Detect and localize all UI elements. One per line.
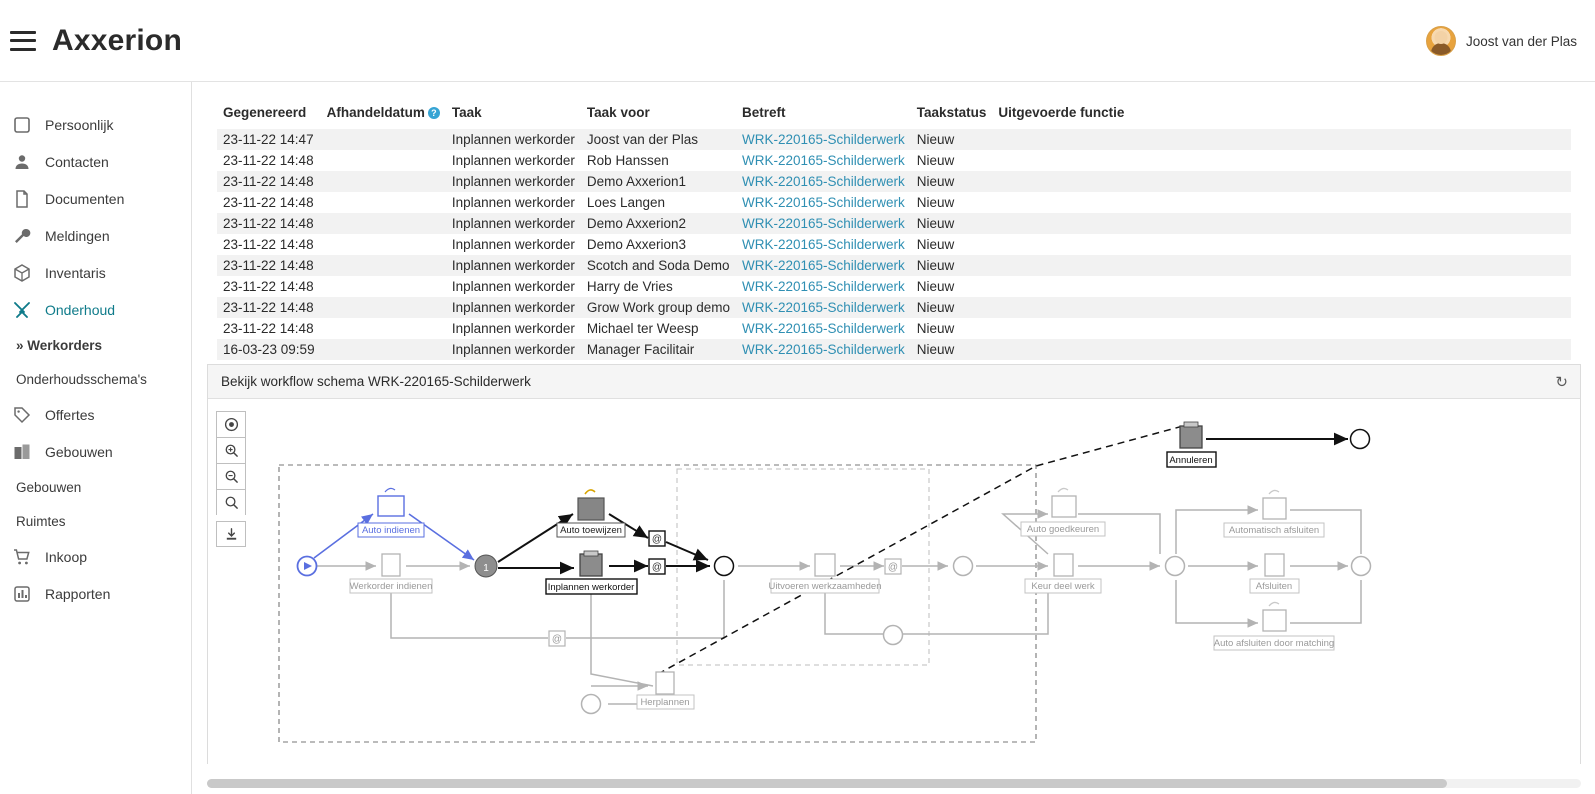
tools-icon xyxy=(12,300,32,320)
sidebar-item-contacten[interactable] xyxy=(0,143,191,180)
horizontal-scrollbar[interactable] xyxy=(207,779,1581,788)
table-row[interactable] xyxy=(217,129,1571,150)
task-table-wrapper xyxy=(193,82,1595,381)
cell-taak-voor: Manager Facilitair xyxy=(586,342,695,357)
cell-taak: Inplannen werkorder xyxy=(451,132,575,147)
cell-taakstatus: Nieuw xyxy=(916,153,955,168)
sidebar-item-inventaris[interactable] xyxy=(0,254,191,291)
cell-taak: Inplannen werkorder xyxy=(451,195,575,210)
sidebar-subitem-werkorders[interactable]: » Werkorders xyxy=(16,337,103,353)
node-auto-toewijzen xyxy=(557,490,625,537)
task-table-body xyxy=(217,129,1571,381)
sidebar-item-label: Gebouwen xyxy=(45,443,113,460)
sidebar-item-onderhoud[interactable] xyxy=(0,291,191,328)
cell-taak-voor: Scotch and Soda Demo xyxy=(586,258,730,273)
svg-text:@: @ xyxy=(887,562,899,573)
person-icon xyxy=(12,152,32,172)
node-auto-goedkeuren xyxy=(1021,488,1105,536)
cell-functie xyxy=(992,276,1571,297)
cell-taak: Inplannen werkorder xyxy=(451,300,575,315)
cell-betreft xyxy=(736,192,911,213)
table-row[interactable] xyxy=(217,339,1571,360)
table-header-row xyxy=(217,100,1571,129)
cell-functie xyxy=(992,297,1571,318)
top-bar xyxy=(0,0,1595,82)
sidebar-item-label: Meldingen xyxy=(45,227,110,244)
cell-gegenereerd: 23-11-22 14:48 xyxy=(223,258,314,273)
cell-afhandeldatum xyxy=(321,255,446,276)
svg-text:Uitvoeren werkzaamheden: Uitvoeren werkzaamheden xyxy=(768,581,882,592)
cell-gegenereerd: 23-11-22 14:48 xyxy=(223,195,314,210)
cell-taakstatus: Nieuw xyxy=(916,132,955,147)
column-header-uitgevoerde-functie[interactable]: Uitgevoerde functie xyxy=(998,105,1125,120)
zoom-out-icon[interactable] xyxy=(216,463,246,489)
cell-betreft xyxy=(736,339,911,360)
betreft-link[interactable]: WRK-220165-Schilderwerk xyxy=(741,153,905,168)
marker-count: 1 xyxy=(483,563,489,574)
tag-icon xyxy=(12,405,32,425)
cell-taak-voor: Demo Axxerion3 xyxy=(586,237,686,252)
node-herplannen xyxy=(637,672,694,709)
betreft-link[interactable]: WRK-220165-Schilderwerk xyxy=(741,132,905,147)
cell-gegenereerd: 23-11-22 14:48 xyxy=(223,237,314,252)
cell-betreft xyxy=(736,234,911,255)
cell-gegenereerd: 16-03-23 09:59 xyxy=(223,342,315,357)
cell-taak-voor: Grow Work group demo xyxy=(586,300,730,315)
cell-betreft xyxy=(736,276,911,297)
cell-taakstatus: Nieuw xyxy=(916,195,955,210)
betreft-link[interactable]: WRK-220165-Schilderwerk xyxy=(741,342,905,357)
cell-functie xyxy=(992,192,1571,213)
download-icon[interactable] xyxy=(216,521,246,547)
cell-functie xyxy=(992,339,1571,360)
svg-text:Automatisch afsluiten: Automatisch afsluiten xyxy=(1228,525,1320,536)
svg-text:Werkorder indienen: Werkorder indienen xyxy=(349,581,433,592)
cell-functie xyxy=(992,129,1571,150)
cell-gegenereerd: 23-11-22 14:48 xyxy=(223,321,314,336)
wrench-icon xyxy=(12,226,32,246)
node-automatisch-afsluiten xyxy=(1224,490,1324,537)
cell-functie xyxy=(992,171,1571,192)
sidebar-item-label: Offertes xyxy=(45,406,95,423)
svg-text:@: @ xyxy=(651,534,663,545)
cell-taak-voor: Rob Hanssen xyxy=(586,153,669,168)
column-header-taak-voor[interactable]: Taak voor xyxy=(586,105,650,120)
cell-functie xyxy=(992,318,1571,339)
node-inplannen-werkorder xyxy=(546,551,637,594)
table-row[interactable] xyxy=(217,150,1571,171)
cell-functie xyxy=(992,213,1571,234)
cell-taakstatus: Nieuw xyxy=(916,321,955,336)
square-icon xyxy=(12,115,32,135)
cart-icon xyxy=(12,547,32,567)
node-annuleren xyxy=(1167,422,1216,467)
chart-icon xyxy=(12,584,32,604)
sidebar-item-label: Inventaris xyxy=(45,264,106,281)
sidebar-item-label: Contacten xyxy=(45,153,109,170)
sidebar-subitem-ruimtes[interactable]: Ruimtes xyxy=(16,513,66,529)
sidebar-subitem-gebouwen[interactable]: Gebouwen xyxy=(16,479,82,495)
cell-taak-voor: Demo Axxerion2 xyxy=(586,216,686,231)
betreft-link[interactable]: WRK-220165-Schilderwerk xyxy=(741,237,905,252)
table-row[interactable] xyxy=(217,171,1571,192)
app-brand: Axxerion xyxy=(52,23,182,57)
user-name: Joost van der Plas xyxy=(1465,33,1577,49)
cell-taakstatus: Nieuw xyxy=(916,300,955,315)
sidebar-item-persoonlijk[interactable] xyxy=(0,106,191,143)
table-row[interactable] xyxy=(217,234,1571,255)
cell-afhandeldatum xyxy=(321,318,446,339)
cell-gegenereerd: 23-11-22 14:47 xyxy=(223,132,314,147)
cell-taak: Inplannen werkorder xyxy=(451,258,575,273)
cell-taakstatus: Nieuw xyxy=(916,237,955,252)
svg-text:Afsluiten: Afsluiten xyxy=(1255,581,1293,592)
box-icon xyxy=(12,263,32,283)
cell-betreft xyxy=(736,171,911,192)
cell-taakstatus: Nieuw xyxy=(916,216,955,231)
cell-afhandeldatum xyxy=(321,150,446,171)
node-werkorder-indienen xyxy=(350,554,433,593)
workflow-panel xyxy=(207,364,1581,764)
cell-afhandeldatum xyxy=(321,297,446,318)
sidebar-item-label: Documenten xyxy=(45,190,125,207)
svg-text:Keur deel werk: Keur deel werk xyxy=(1031,581,1095,592)
building-icon xyxy=(12,442,32,462)
user-area[interactable] xyxy=(1426,26,1577,56)
sidebar-item-label: Inkoop xyxy=(45,548,88,565)
betreft-link[interactable]: WRK-220165-Schilderwerk xyxy=(741,321,905,336)
cell-betreft xyxy=(736,297,911,318)
cell-taak: Inplannen werkorder xyxy=(451,216,575,231)
zoom-in-icon[interactable] xyxy=(216,437,246,463)
column-header-gegenereerd[interactable]: Gegenereerd xyxy=(223,105,307,120)
column-header-taakstatus[interactable]: Taakstatus xyxy=(916,105,987,120)
cell-afhandeldatum xyxy=(321,339,446,360)
node-auto-indienen xyxy=(358,488,424,537)
table-row[interactable] xyxy=(217,192,1571,213)
cell-taakstatus: Nieuw xyxy=(916,342,955,357)
cell-betreft xyxy=(736,150,911,171)
cell-taakstatus: Nieuw xyxy=(916,258,955,273)
cell-afhandeldatum xyxy=(321,129,446,150)
column-header-afhandeldatum-label: Afhandeldatum xyxy=(326,105,425,120)
cell-betreft xyxy=(736,213,911,234)
cell-taak-voor: Loes Langen xyxy=(586,195,665,210)
sidebar-item-offertes[interactable] xyxy=(0,396,191,433)
svg-text:Auto toewijzen: Auto toewijzen xyxy=(560,525,622,536)
cell-gegenereerd: 23-11-22 14:48 xyxy=(223,300,314,315)
workflow-zoom-toolbar xyxy=(216,411,246,547)
cell-afhandeldatum xyxy=(321,192,446,213)
cell-gegenereerd: 23-11-22 14:48 xyxy=(223,279,314,294)
sidebar-subitem-onderhoudsschemas[interactable]: Onderhoudsschema's xyxy=(16,371,147,387)
svg-text:@: @ xyxy=(551,634,563,645)
cell-gegenereerd: 23-11-22 14:48 xyxy=(223,153,314,168)
workflow-title: Bekijk workflow schema WRK-220165-Schilderwerk xyxy=(221,374,531,389)
betreft-link[interactable]: WRK-220165-Schilderwerk xyxy=(741,216,905,231)
betreft-link[interactable]: WRK-220165-Schilderwerk xyxy=(741,174,905,189)
cell-afhandeldatum xyxy=(321,234,446,255)
cell-taak: Inplannen werkorder xyxy=(451,237,575,252)
cell-betreft xyxy=(736,318,911,339)
cell-taak: Inplannen werkorder xyxy=(451,342,575,357)
table-row[interactable] xyxy=(217,213,1571,234)
node-afsluiten xyxy=(1250,554,1299,593)
svg-text:Auto afsluiten door matching: Auto afsluiten door matching xyxy=(1213,638,1335,649)
table-row[interactable] xyxy=(217,318,1571,339)
sidebar-item-label: Onderhoud xyxy=(45,301,116,318)
svg-text:Inplannen werkorder: Inplannen werkorder xyxy=(547,582,635,593)
sidebar-item-documenten[interactable] xyxy=(0,180,191,217)
sidebar-item-label: Rapporten xyxy=(45,585,111,602)
workflow-canvas[interactable] xyxy=(208,399,1580,764)
column-header-betreft[interactable]: Betreft xyxy=(741,105,786,120)
help-icon[interactable]: ? xyxy=(428,107,440,119)
sidebar-item-meldingen[interactable] xyxy=(0,217,191,254)
table-row[interactable] xyxy=(217,297,1571,318)
cell-betreft xyxy=(736,129,911,150)
cell-functie xyxy=(992,234,1571,255)
svg-text:@: @ xyxy=(651,562,663,573)
cell-taak: Inplannen werkorder xyxy=(451,321,575,336)
svg-text:Auto goedkeuren: Auto goedkeuren xyxy=(1026,524,1100,535)
table-row[interactable] xyxy=(217,255,1571,276)
column-header-afhandeldatum[interactable] xyxy=(321,100,446,129)
cell-afhandeldatum xyxy=(321,171,446,192)
sidebar-item-gebouwen[interactable] xyxy=(0,433,191,470)
betreft-link[interactable]: WRK-220165-Schilderwerk xyxy=(741,258,905,273)
column-header-taak[interactable]: Taak xyxy=(451,105,482,120)
cell-afhandeldatum xyxy=(321,276,446,297)
cell-taakstatus: Nieuw xyxy=(916,174,955,189)
cell-taak: Inplannen werkorder xyxy=(451,153,575,168)
sidebar-item-rapporten[interactable] xyxy=(0,575,191,612)
cell-taak: Inplannen werkorder xyxy=(451,174,575,189)
document-icon xyxy=(12,189,32,209)
node-uitvoeren-werkzaamheden xyxy=(768,554,881,593)
cell-taak-voor: Michael ter Weesp xyxy=(586,321,699,336)
workflow-header xyxy=(208,365,1580,399)
node-auto-afsluiten-door-matching xyxy=(1214,602,1334,650)
hamburger-icon[interactable] xyxy=(10,31,36,51)
refresh-icon[interactable]: ↻ xyxy=(1555,373,1568,391)
svg-text:Herplannen: Herplannen xyxy=(640,697,690,708)
cell-taak-voor: Demo Axxerion1 xyxy=(586,174,686,189)
main-content xyxy=(193,82,1595,794)
sidebar-item-inkoop[interactable] xyxy=(0,538,191,575)
cell-functie xyxy=(992,150,1571,171)
table-row[interactable] xyxy=(217,276,1571,297)
cell-gegenereerd: 23-11-22 14:48 xyxy=(223,174,314,189)
cell-gegenereerd: 23-11-22 14:48 xyxy=(223,216,314,231)
scrollbar-thumb[interactable] xyxy=(207,779,1447,788)
svg-text:Annuleren: Annuleren xyxy=(1169,455,1213,466)
betreft-link[interactable]: WRK-220165-Schilderwerk xyxy=(741,300,905,315)
sidebar-item-label: Persoonlijk xyxy=(45,116,114,133)
betreft-link[interactable]: WRK-220165-Schilderwerk xyxy=(741,279,905,294)
betreft-link[interactable]: WRK-220165-Schilderwerk xyxy=(741,195,905,210)
cell-betreft xyxy=(736,255,911,276)
avatar xyxy=(1426,26,1456,56)
cell-taak-voor: Joost van der Plas xyxy=(586,132,698,147)
svg-text:Auto indienen: Auto indienen xyxy=(361,525,421,536)
zoom-reset-icon[interactable] xyxy=(216,489,246,515)
cell-taak-voor: Harry de Vries xyxy=(586,279,673,294)
fit-to-screen-icon[interactable] xyxy=(216,411,246,437)
cell-taak: Inplannen werkorder xyxy=(451,279,575,294)
workflow-diagram xyxy=(208,399,1580,764)
task-table xyxy=(217,100,1571,381)
cell-afhandeldatum xyxy=(321,213,446,234)
cell-taakstatus: Nieuw xyxy=(916,279,955,294)
cell-functie xyxy=(992,255,1571,276)
sidebar xyxy=(0,82,192,794)
